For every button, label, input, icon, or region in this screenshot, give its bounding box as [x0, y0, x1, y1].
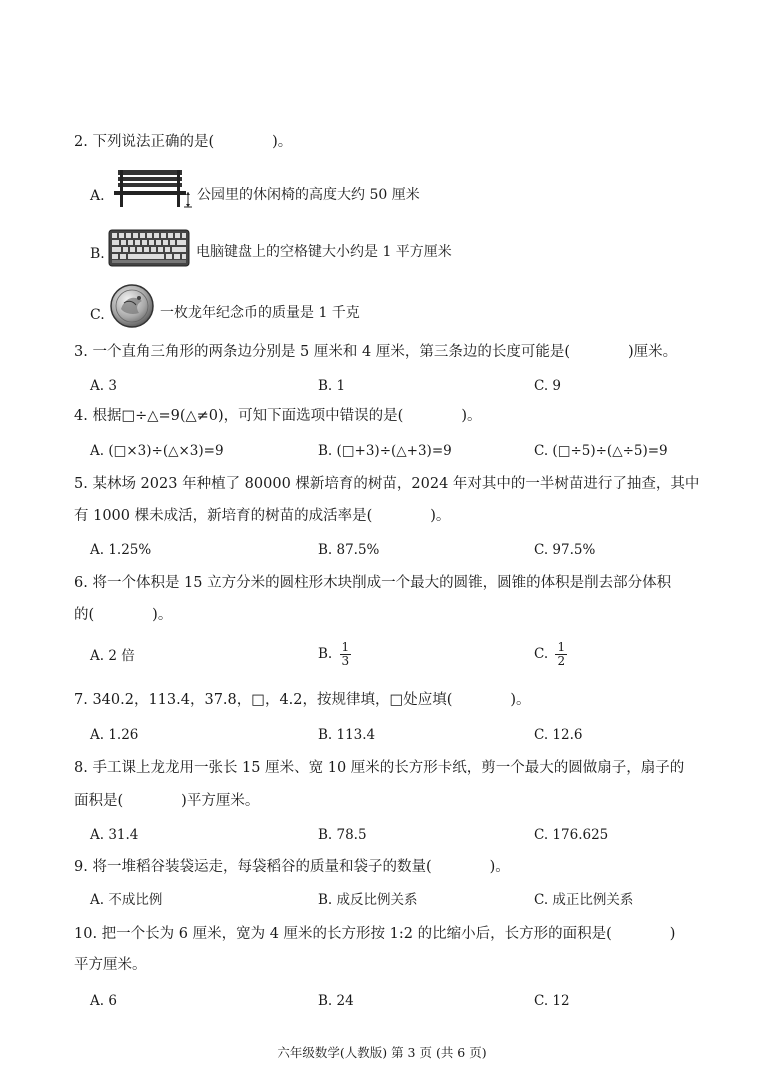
q5-stem-line-1: 5. 某林场 2023 年种植了 80000 棵新培育的树苗，2024 年对其中的一半树苗进行了抽查，其中	[74, 476, 700, 492]
q3-option-b: B. 1	[318, 378, 346, 394]
q6-option-c-fraction	[555, 641, 567, 668]
q6-option-b-denominator: 3	[341, 654, 350, 668]
q10-option-c: C. 12	[534, 993, 570, 1009]
q3-option-c: C. 9	[534, 378, 562, 394]
q6-stem-line-1: 6. 将一个体积是 15 立方分米的圆柱形木块削成一个最大的圆锥，圆锥的体积是削去部分体积	[74, 575, 672, 591]
q8-option-b: B. 78.5	[318, 827, 367, 843]
q6-stem-line-2: 的( )。	[74, 607, 173, 623]
q7-stem: 7. 340.2，113.4，37.8，□，4.2，按规律填，□处应填( )。	[74, 692, 531, 708]
q6-option-b-label: B.	[318, 646, 333, 662]
q8-stem-line-1: 8. 手工课上龙龙用一张长 15 厘米、宽 10 厘米的长方形卡纸，剪一个最大的圆做扇子，扇子的	[74, 760, 685, 776]
q10-option-b: B. 24	[318, 993, 354, 1009]
q2-option-b-label: B.	[90, 246, 105, 262]
q6-option-a: A. 2 倍	[90, 648, 135, 664]
q6-option-c-label: C.	[534, 646, 549, 662]
q4-stem: 4. 根据□÷△=9(△≠0)，可知下面选项中错误的是( )。	[74, 408, 482, 424]
keyboard-icon	[108, 229, 190, 267]
q7-option-b: B. 113.4	[318, 727, 376, 743]
q4-option-b: B. (□+3)÷(△+3)=9	[318, 443, 452, 459]
q6-option-c-numerator: 1	[557, 640, 566, 654]
q8-option-a: A. 31.4	[90, 827, 139, 843]
q2-option-c-text: 一枚龙年纪念币的质量是 1 千克	[160, 305, 360, 321]
q9-option-b: B. 成反比例关系	[318, 892, 418, 908]
q5-option-a: A. 1.25%	[90, 542, 152, 558]
q10-stem-line-1: 10. 把一个长为 6 厘米，宽为 4 厘米的长方形按 1:2 的比缩小后，长方形的面积是( )	[74, 926, 676, 942]
q8-option-c: C. 176.625	[534, 827, 609, 843]
q9-option-a: A. 不成比例	[90, 892, 163, 908]
q5-stem-line-2: 有 1000 棵未成活，新培育的树苗的成活率是( )。	[74, 508, 451, 524]
q4-option-c: C. (□÷5)÷(△÷5)=9	[534, 443, 668, 459]
q6-option-b-fraction	[340, 641, 352, 668]
q7-option-a: A. 1.26	[90, 727, 139, 743]
q3-stem: 3. 一个直角三角形的两条边分别是 5 厘米和 4 厘米，第三条边的长度可能是( )厘米。	[74, 344, 678, 360]
coin-icon	[109, 283, 155, 329]
page-footer: 六年级数学(人教版) 第 3 页 (共 6 页)	[277, 1045, 487, 1060]
q10-stem-line-2: 平方厘米。	[74, 957, 147, 973]
q8-stem-line-2: 面积是( )平方厘米。	[74, 793, 260, 809]
q10-option-a: A. 6	[90, 993, 117, 1009]
q4-option-a: A. (□×3)÷(△×3)=9	[90, 443, 224, 459]
q2-option-b-text: 电脑键盘上的空格键大小约是 1 平方厘米	[196, 244, 452, 260]
q5-option-b: B. 87.5%	[318, 542, 380, 558]
q6-option-c-denominator: 2	[557, 654, 566, 668]
q3-option-a: A. 3	[90, 378, 117, 394]
q6-option-b	[318, 641, 351, 668]
q6-option-c	[534, 641, 567, 668]
q2-stem: 2. 下列说法正确的是( )。	[74, 134, 293, 150]
bench-icon	[112, 168, 194, 210]
q2-option-c-label: C.	[90, 307, 105, 323]
q7-option-c: C. 12.6	[534, 727, 583, 743]
q5-option-c: C. 97.5%	[534, 542, 596, 558]
q9-stem: 9. 将一堆稻谷装袋运走，每袋稻谷的质量和袋子的数量( )。	[74, 859, 510, 875]
q2-option-a-label: A.	[90, 188, 105, 204]
q6-option-b-numerator: 1	[341, 640, 350, 654]
q2-option-a-text: 公园里的休闲椅的高度大约 50 厘米	[197, 187, 420, 203]
q9-option-c: C. 成正比例关系	[534, 892, 634, 908]
